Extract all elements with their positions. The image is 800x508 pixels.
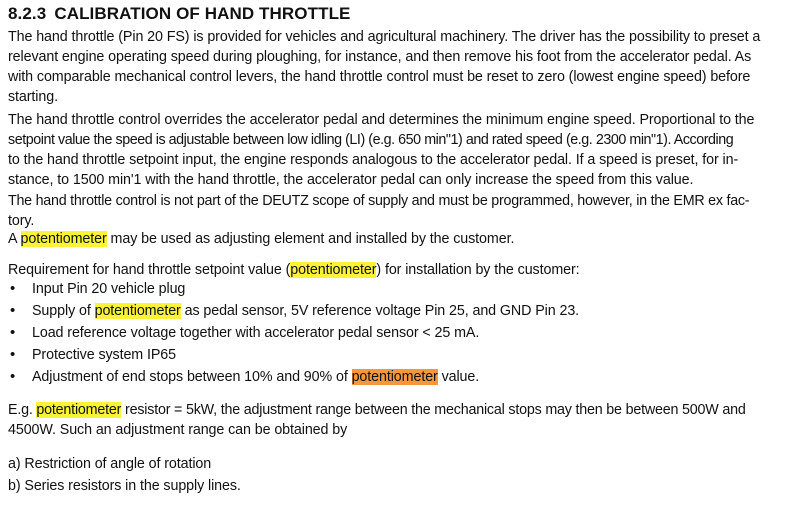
bullet-marker: • [10,368,16,385]
para3-line1: The hand throttle control is not part of the DEUTZ scope of supply and must be programmed, however, in the EMR ex fac- [8,193,750,209]
para1-line4: starting. [8,89,58,105]
eg-line1: E.g. potentiometer resistor = 5kW, the adjustment range between the mechanical stops may then be between 500W and [8,402,746,418]
bullet-item-3: Load reference voltage together with accelerator pedal sensor < 25 mA. [32,325,480,341]
eg-line2: 4500W. Such an adjustment range can be obtained by [8,422,348,438]
option-a: a) Restriction of angle of rotation [8,456,212,472]
highlight-potentiometer: potentiometer [36,402,122,418]
para1-line3: with comparable mechanical control levers, the hand throttle control must be reset to zero (lowest engine speed) before [8,69,751,85]
para1-line2: relevant engine operating speed during ploughing, for instance, and then remove his foot from the accelerator pedal. As [8,49,752,65]
bullet-marker: • [10,280,16,297]
para2-line1: The hand throttle control overrides the accelerator pedal and determines the minimum engine speed. Proportional to the [8,112,755,128]
section-number: 8.2.3 [8,4,47,23]
bullet-marker: • [10,346,16,363]
para1-line1: The hand throttle (Pin 20 FS) is provided for vehicles and agricultural machinery. The driver has the possibility to preset a [8,29,761,45]
highlight-potentiometer: potentiometer [94,303,181,319]
option-b: b) Series resistors in the supply lines. [8,478,241,494]
highlight-potentiometer: potentiometer [290,262,377,278]
bullet-marker: • [10,302,16,319]
para4-line: A potentiometer may be used as adjusting element and installed by the customer. [8,231,515,247]
bullet-item-2: Supply of potentiometer as pedal sensor, 5V reference voltage Pin 25, and GND Pin 23. [32,303,580,319]
bullet-marker: • [10,324,16,341]
section-heading [8,4,351,24]
section-title: CALIBRATION OF HAND THROTTLE [54,4,351,23]
para2-line4: stance, to 1500 min'1 with the hand throttle, the accelerator pedal can only increase the speed from this value. [8,172,694,188]
bullet-item-1: Input Pin 20 vehicle plug [32,281,186,297]
highlight-potentiometer: potentiometer [20,231,107,247]
bullet-item-5: Adjustment of end stops between 10% and 90% of potentiometer value. [32,369,480,385]
highlight-potentiometer-orange: potentiometer [351,369,438,385]
para2-line3: to the hand throttle setpoint input, the engine responds analogous to the accelerator pedal. If a speed is preset, for in- [8,152,739,168]
para3-line2: tory. [8,213,35,229]
bullet-item-4: Protective system IP65 [32,347,177,363]
para2-line2: setpoint value the speed is adjustable between low idling (LI) (e.g. 650 min"1) and rated speed (e.g. 2300 min"1). According [8,132,734,148]
requirement-line: Requirement for hand throttle setpoint value (potentiometer) for installation by the customer: [8,262,580,278]
